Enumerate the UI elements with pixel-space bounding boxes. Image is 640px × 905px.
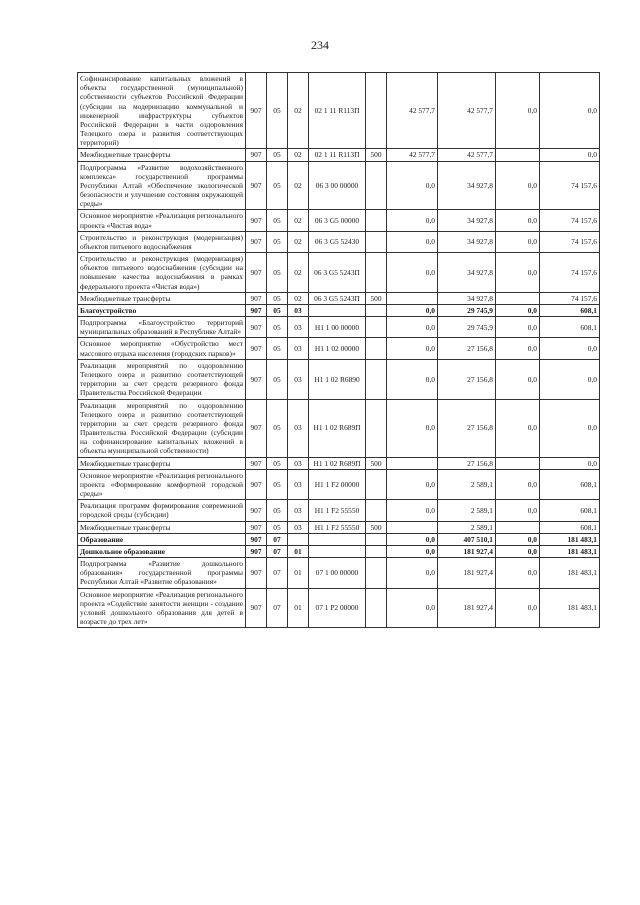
row-name: Софинансирование капитальных вложений в объекты государственной (муниципальной) собственности субъектов Российской Федерации (субсидии на модернизацию коммунальной и инженерной инфраструктуры субъектов Российской Федерации в части оздоровления Телецкого озера и развития соответствующих территорий) [78,73,246,149]
row-grbs-code: 907 [246,399,267,457]
row-target-article: Н1 1 F2 00000 [309,469,366,500]
table-row [78,469,600,500]
row-amount-3: 0,0 [496,317,540,338]
row-amount-4: 74 157,6 [540,292,600,304]
row-grbs-code: 907 [246,317,267,338]
row-amount-1: 42 577,7 [387,73,438,149]
row-name: Благоустройство [78,304,246,316]
row-amount-4: 0,0 [540,457,600,469]
row-amount-1: 0,0 [387,359,438,399]
row-subsection-code: 02 [288,231,309,252]
row-name: Дошкольное образование [78,545,246,557]
row-grbs-code: 907 [246,73,267,149]
row-subsection-code: 01 [288,588,309,628]
table-row [78,253,600,293]
row-section-code: 05 [267,399,288,457]
row-grbs-code: 907 [246,457,267,469]
row-section-code: 07 [267,545,288,557]
row-amount-2: 181 927,4 [438,545,496,557]
row-amount-4: 181 483,1 [540,588,600,628]
row-amount-3: 0,0 [496,558,540,589]
row-expense-type [366,210,387,231]
row-subsection-code: 02 [288,161,309,210]
row-target-article [309,533,366,545]
row-grbs-code: 907 [246,359,267,399]
row-target-article: 02 1 11 R113П [309,73,366,149]
row-subsection-code: 03 [288,399,309,457]
row-amount-3: 0,0 [496,399,540,457]
row-grbs-code: 907 [246,533,267,545]
row-target-article [309,545,366,557]
row-grbs-code: 907 [246,469,267,500]
row-amount-2: 27 156,8 [438,457,496,469]
row-grbs-code: 907 [246,588,267,628]
row-amount-1: 0,0 [387,231,438,252]
table-row [78,533,600,545]
row-expense-type [366,545,387,557]
row-amount-1: 0,0 [387,558,438,589]
row-name: Подпрограмма «Благоустройство территорий муниципальных образований в Республике Алтай» [78,317,246,338]
row-subsection-code: 02 [288,73,309,149]
table-row [78,500,600,521]
table-row [78,149,600,161]
row-amount-3: 0,0 [496,210,540,231]
row-expense-type [366,73,387,149]
row-expense-type [366,533,387,545]
row-subsection-code: 03 [288,457,309,469]
row-expense-type [366,231,387,252]
row-amount-2: 29 745,9 [438,317,496,338]
row-section-code: 05 [267,253,288,293]
table-row [78,210,600,231]
row-expense-type [366,253,387,293]
row-expense-type [366,338,387,359]
row-expense-type [366,304,387,316]
row-amount-3: 0,0 [496,588,540,628]
row-amount-2: 181 927,4 [438,558,496,589]
row-amount-1: 0,0 [387,469,438,500]
row-section-code: 05 [267,457,288,469]
row-name: Строительство и реконструкция (модернизация) объектов питьевого водоснабжения (субсидии на повышение качества водоснабжения в рамках федерального проекта «Чистая вода») [78,253,246,293]
row-grbs-code: 907 [246,545,267,557]
row-amount-4: 181 483,1 [540,533,600,545]
row-target-article: 06 3 G5 00000 [309,210,366,231]
row-amount-4: 0,0 [540,359,600,399]
table-body [78,73,600,628]
row-amount-3: 0,0 [496,338,540,359]
row-grbs-code: 907 [246,304,267,316]
table-row [78,338,600,359]
row-name: Реализация мероприятий по оздоровлению Телецкого озера и развитию соответствующей территории за счет средств резервного фонда Правительства Российской Федерации (субсидии на софинансирование капитальных вложений в объекты муниципальной собственности) [78,399,246,457]
row-amount-2: 27 156,8 [438,399,496,457]
row-amount-3: 0,0 [496,533,540,545]
row-amount-3: 0,0 [496,161,540,210]
row-target-article: Н1 1 F2 55550 [309,521,366,533]
row-section-code: 05 [267,500,288,521]
row-grbs-code: 907 [246,292,267,304]
table-row [78,304,600,316]
table-row [78,317,600,338]
row-amount-4: 74 157,6 [540,253,600,293]
row-expense-type [366,359,387,399]
row-amount-2: 27 156,8 [438,338,496,359]
row-grbs-code: 907 [246,253,267,293]
row-grbs-code: 907 [246,149,267,161]
row-amount-2: 42 577,7 [438,73,496,149]
table-row [78,457,600,469]
row-target-article: 06 3 G5 5243П [309,292,366,304]
row-amount-1: 0,0 [387,338,438,359]
row-target-article: Н1 1 02 R689П [309,399,366,457]
row-subsection-code: 03 [288,500,309,521]
table-row [78,588,600,628]
row-section-code: 05 [267,304,288,316]
row-amount-4: 181 483,1 [540,545,600,557]
budget-table [77,72,600,628]
row-target-article [309,304,366,316]
row-amount-2: 407 510,1 [438,533,496,545]
row-amount-2: 34 927,8 [438,161,496,210]
row-expense-type [366,399,387,457]
row-amount-3: 0,0 [496,304,540,316]
page-number: 234 [311,38,329,52]
row-amount-2: 34 927,8 [438,253,496,293]
row-name: Основное мероприятие «Реализация регионального проекта «Формирование комфортной городской среды» [78,469,246,500]
row-subsection-code: 01 [288,545,309,557]
row-section-code: 05 [267,210,288,231]
row-target-article: Н1 1 02 R689П [309,457,366,469]
table-row [78,161,600,210]
row-expense-type [366,500,387,521]
row-grbs-code: 907 [246,210,267,231]
row-target-article: Н1 1 00 00000 [309,317,366,338]
row-subsection-code: 03 [288,338,309,359]
row-subsection-code: 02 [288,253,309,293]
row-name: Подпрограмма «Развитие дошкольного образования» государственной программы Республики Алтай «Развитие образования» [78,558,246,589]
row-target-article: 07 1 P2 00000 [309,588,366,628]
row-target-article: 06 3 G5 5243П [309,253,366,293]
row-amount-4: 608,1 [540,521,600,533]
row-amount-1: 0,0 [387,317,438,338]
row-name: Основное мероприятие «Обустройство мест массового отдыха населения (городских парков)» [78,338,246,359]
row-expense-type: 500 [366,521,387,533]
row-section-code: 05 [267,292,288,304]
row-amount-3: 0,0 [496,469,540,500]
row-amount-3: 0,0 [496,359,540,399]
row-section-code: 05 [267,317,288,338]
row-section-code: 07 [267,588,288,628]
row-amount-2: 2 589,1 [438,469,496,500]
row-expense-type: 500 [366,457,387,469]
row-subsection-code: 01 [288,558,309,589]
row-amount-3 [496,292,540,304]
table-row [78,359,600,399]
row-amount-4: 608,1 [540,500,600,521]
row-amount-2: 42 577,7 [438,149,496,161]
row-amount-1: 0,0 [387,545,438,557]
row-name: Строительство и реконструкция (модернизация) объектов питьевого водоснабжения [78,231,246,252]
row-amount-3: 0,0 [496,500,540,521]
row-amount-2: 27 156,8 [438,359,496,399]
row-amount-3: 0,0 [496,73,540,149]
row-grbs-code: 907 [246,500,267,521]
row-target-article: 07 1 00 00000 [309,558,366,589]
row-amount-2: 34 927,8 [438,210,496,231]
row-amount-2: 34 927,8 [438,292,496,304]
row-name: Реализация программ формирования современной городской среды (субсидии) [78,500,246,521]
row-subsection-code: 03 [288,359,309,399]
row-target-article: Н1 1 F2 55550 [309,500,366,521]
table-row [78,73,600,149]
row-name: Основное мероприятие «Реализация регионального проекта «Содействие занятости женщин - создание условий дошкольного образования для детей в возрасте до трех лет» [78,588,246,628]
row-amount-4: 74 157,6 [540,231,600,252]
row-subsection-code: 02 [288,210,309,231]
row-amount-3 [496,149,540,161]
row-amount-1: 42 577,7 [387,149,438,161]
row-amount-4: 0,0 [540,73,600,149]
row-amount-4: 608,1 [540,317,600,338]
row-section-code: 05 [267,521,288,533]
row-name: Образование [78,533,246,545]
row-amount-1: 0,0 [387,210,438,231]
row-name: Межбюджетные трансферты [78,292,246,304]
table-row [78,558,600,589]
row-name: Основное мероприятие «Реализация регионального проекта «Чистая вода» [78,210,246,231]
row-amount-3: 0,0 [496,545,540,557]
row-amount-3: 0,0 [496,253,540,293]
row-amount-1: 0,0 [387,304,438,316]
row-grbs-code: 907 [246,161,267,210]
table-row [78,292,600,304]
row-amount-4: 608,1 [540,469,600,500]
table-row [78,545,600,557]
row-section-code: 05 [267,149,288,161]
row-amount-4: 74 157,6 [540,210,600,231]
row-amount-4: 0,0 [540,338,600,359]
row-amount-1: 0,0 [387,588,438,628]
row-amount-4: 181 483,1 [540,558,600,589]
row-amount-1: 0,0 [387,533,438,545]
table-row [78,399,600,457]
row-section-code: 05 [267,469,288,500]
row-amount-1 [387,457,438,469]
row-amount-3 [496,457,540,469]
row-amount-1 [387,292,438,304]
row-subsection-code: 03 [288,304,309,316]
row-expense-type: 500 [366,292,387,304]
row-expense-type [366,317,387,338]
row-grbs-code: 907 [246,231,267,252]
row-amount-2: 29 745,9 [438,304,496,316]
row-subsection-code: 02 [288,292,309,304]
table-row [78,231,600,252]
row-section-code: 05 [267,359,288,399]
row-amount-4: 0,0 [540,149,600,161]
row-amount-2: 2 589,1 [438,500,496,521]
row-target-article: Н1 1 02 R6890 [309,359,366,399]
row-amount-4: 0,0 [540,399,600,457]
row-amount-1: 0,0 [387,399,438,457]
row-amount-2: 2 589,1 [438,521,496,533]
row-amount-3 [496,521,540,533]
row-amount-1: 0,0 [387,253,438,293]
row-expense-type: 500 [366,149,387,161]
row-name: Межбюджетные трансферты [78,521,246,533]
row-section-code: 07 [267,558,288,589]
row-expense-type [366,588,387,628]
row-subsection-code: 02 [288,149,309,161]
row-target-article: 06 3 G5 52430 [309,231,366,252]
row-name: Реализация мероприятий по оздоровлению Телецкого озера и развитию соответствующей территории за счет средств резервного фонда Правительства Российской Федерации [78,359,246,399]
row-grbs-code: 907 [246,521,267,533]
row-grbs-code: 907 [246,338,267,359]
row-subsection-code: 03 [288,469,309,500]
row-amount-2: 181 927,4 [438,588,496,628]
row-amount-4: 608,1 [540,304,600,316]
row-amount-1: 0,0 [387,161,438,210]
row-section-code: 05 [267,231,288,252]
row-name: Межбюджетные трансферты [78,149,246,161]
row-amount-2: 34 927,8 [438,231,496,252]
row-section-code: 05 [267,338,288,359]
row-name: Межбюджетные трансферты [78,457,246,469]
row-target-article: 02 1 11 R113П [309,149,366,161]
row-grbs-code: 907 [246,558,267,589]
table-row [78,521,600,533]
row-amount-3: 0,0 [496,231,540,252]
row-expense-type [366,161,387,210]
row-amount-4: 74 157,6 [540,161,600,210]
row-subsection-code: 03 [288,317,309,338]
row-section-code: 05 [267,73,288,149]
row-expense-type [366,558,387,589]
row-section-code: 05 [267,161,288,210]
row-section-code: 07 [267,533,288,545]
row-target-article: 06 3 00 00000 [309,161,366,210]
row-amount-1 [387,521,438,533]
row-subsection-code [288,533,309,545]
row-amount-1: 0,0 [387,500,438,521]
row-name: Подпрограмма «Развитие водохозяйственного комплекса» государственной программы Республики Алтай «Обеспечение экологической безопасности и улучшение состояния окружающей среды» [78,161,246,210]
row-expense-type [366,469,387,500]
row-subsection-code: 03 [288,521,309,533]
row-target-article: Н1 1 02 00000 [309,338,366,359]
